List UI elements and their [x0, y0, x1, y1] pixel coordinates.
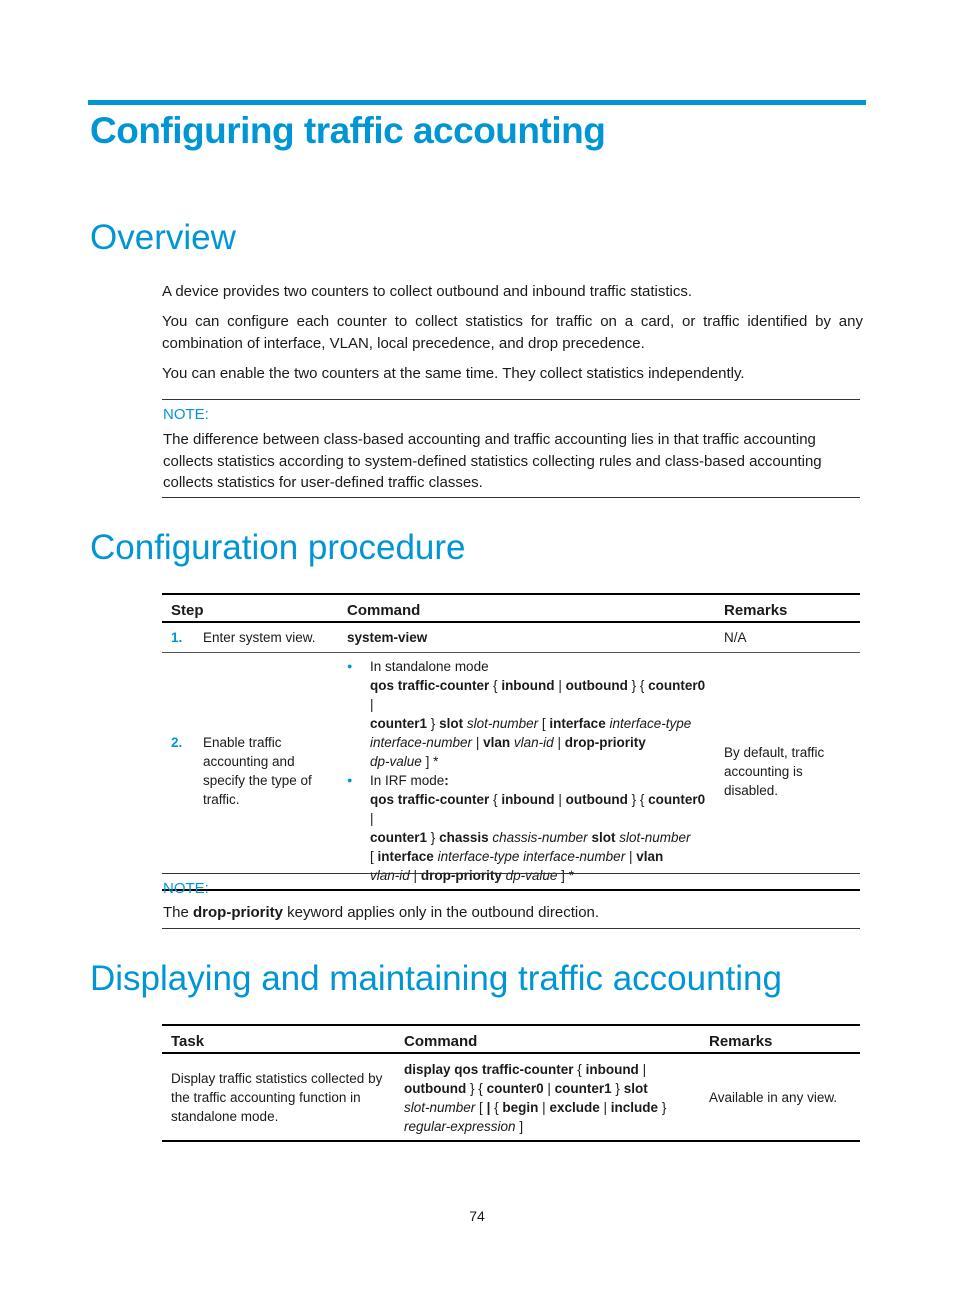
overview-note	[162, 399, 860, 498]
chapter-top-rule	[88, 100, 866, 105]
command-keyword: system-view	[347, 630, 428, 645]
command-cell	[338, 622, 715, 653]
step-cell	[162, 622, 338, 653]
step-number: 2.	[171, 735, 183, 750]
page-number: 74	[469, 1208, 485, 1224]
overview-paragraph-1: A device provides two counters to collect outbound and inbound traffic statistics.	[162, 283, 693, 300]
remarks-cell: Available in any view.	[700, 1053, 860, 1141]
step-description: Enter system view.	[203, 630, 316, 645]
command-cell: display qos traffic-counter { inbound | outbound } { counter0 | counter1 } slot slot-number [ | { begin | exclude | include } regular-expression ]	[395, 1053, 700, 1141]
display-maintain-heading: Displaying and maintaining traffic accounting	[90, 959, 782, 998]
step-number: 1.	[171, 630, 183, 645]
task-cell: Display traffic statistics collected by the traffic accounting function in standalone mode.	[162, 1053, 395, 1141]
overview-paragraph-2: You can configure each counter to collect statistics for traffic on a card, or traffic identified by any combination of interface, VLAN, local precedence, and drop precedence.	[162, 313, 863, 352]
table-row	[162, 1053, 860, 1141]
table-row	[162, 653, 860, 891]
configuration-table	[162, 593, 860, 891]
standalone-mode-label: ● In standalone mode	[347, 657, 706, 676]
column-header-command: Command	[395, 1025, 700, 1053]
table-header-row	[162, 1025, 860, 1053]
column-header-task: Task	[162, 1025, 395, 1053]
note-text: The drop-priority keyword applies only in the outbound direction.	[163, 904, 600, 921]
column-header-remarks: Remarks	[700, 1025, 860, 1053]
step-cell	[162, 653, 338, 891]
note-label: NOTE:	[163, 880, 209, 897]
column-header-step: Step	[162, 594, 338, 622]
overview-heading: Overview	[90, 218, 236, 257]
column-header-remarks: Remarks	[715, 594, 860, 622]
irf-mode-label: ● In IRF mode:	[347, 771, 706, 790]
overview-paragraph-3: You can enable the two counters at the same time. They collect statistics independently.	[162, 365, 745, 382]
table-header-row	[162, 594, 860, 622]
step-description: Enable traffic accounting and specify the type of traffic.	[203, 735, 312, 807]
configuration-note	[162, 873, 860, 929]
remarks-cell: By default, traffic accounting is disabled.	[715, 653, 860, 891]
table-row	[162, 622, 860, 653]
display-table	[162, 1024, 860, 1142]
standalone-command-syntax: qos traffic-counter { inbound | outbound } { counter0 | counter1 } slot slot-number [ interface interface-type interface-number | vlan vlan-id | drop-priority dp-value ] *	[370, 678, 706, 769]
command-cell	[338, 653, 715, 891]
column-header-command: Command	[338, 594, 715, 622]
configuration-procedure-heading: Configuration procedure	[90, 528, 466, 567]
note-label: NOTE:	[163, 406, 209, 423]
note-text: The difference between class-based accounting and traffic accounting lies in that traffic accounting collects statistics according to system-defined statistics collecting rules and class-based accounting collects statistics for user-defined traffic classes.	[163, 431, 822, 491]
irf-command-syntax: qos traffic-counter { inbound | outbound } { counter0 | counter1 } chassis chassis-number slot slot-number [ interface interface-type interface-number | vlan vlan-id | drop-priority dp-value ] *	[370, 792, 706, 883]
chapter-title: Configuring traffic accounting	[90, 110, 606, 151]
remarks-cell: N/A	[715, 622, 860, 653]
